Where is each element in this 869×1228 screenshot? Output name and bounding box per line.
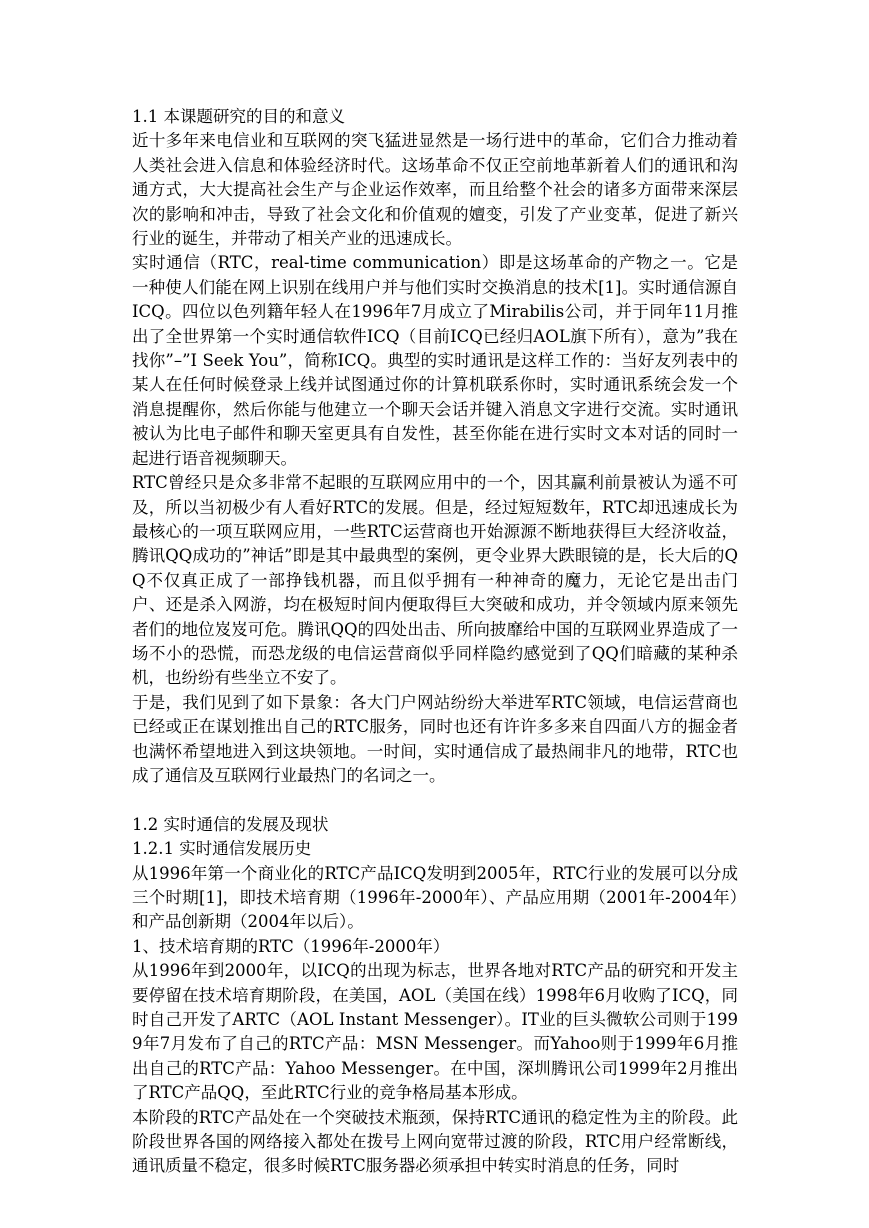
subsection-heading: 1.2.1 实时通信发展历史 xyxy=(132,839,312,859)
document-page xyxy=(132,105,738,1179)
section-heading: 1.1 本课题研究的目的和意义 xyxy=(132,107,345,126)
paragraph: 从1996年第一个商业化的RTC产品ICQ发明到2005年，RTC行业的发展可以分成三个时期[1]，即技术培育期（1996年-2000年）、产品应用期（2001年-2004年）和产品创新期（2004年以后）。 xyxy=(132,863,738,932)
paragraph: 实时通信（RTC，real-time communication）即是这场革命的产物之一。它是一种使人们能在网上识别在线用户并与他们实时交换消息的技术[1]。实时通信源自ICQ。四位以色列籍年轻人在1996年7月成立了Mirabilis公司，并于同年11月推出了全世界第一个实时通信软件ICQ（目前ICQ已经归AOL旗下所有），意为”我在找你”–”I Seek You”，简称ICQ。典型的实时通讯是这样工作的：当好友列表中的某人在任何时候登录上线并试图通过你的计算机联系你时，实时通讯系统会发一个消息提醒你，然后你能与他建立一个聊天会话并键入消息文字进行交流。实时通讯被认为比电子邮件和聊天室更具有自发性，甚至你能在进行实时文本对话的同时一起进行语音视频聊天。 xyxy=(132,253,738,468)
paragraph: 近十多年来电信业和互联网的突飞猛进显然是一场行进中的革命，它们合力推动着人类社会进入信息和体验经济时代。这场革命不仅正空前地革新着人们的通讯和沟通方式，大大提高社会生产与企业运作效率，而且给整个社会的诸多方面带来深层次的影响和冲击，导致了社会文化和价值观的嬗变，引发了产业变革，促进了新兴行业的诞生，并带动了相关产业的迅速成长。 xyxy=(132,131,738,249)
paragraph: 本阶段的RTC产品处在一个突破技术瓶颈，保持RTC通讯的稳定性为主的阶段。此阶段世界各国的网络接入都处在拨号上网向宽带过渡的阶段，RTC用户经常断线，通讯质量不稳定，很多时候RTC服务器必须承担中转实时消息的任务，同时 xyxy=(132,1107,738,1176)
blank-line xyxy=(132,788,738,812)
section-heading: 1.2 实时通信的发展及现状 xyxy=(132,814,329,834)
list-heading: 1、技术培育期的RTC（1996年-2000年） xyxy=(132,936,450,956)
paragraph: RTC曾经只是众多非常不起眼的互联网应用中的一个，因其赢利前景被认为遥不可及，所以当初极少有人看好RTC的发展。但是，经过短短数年，RTC却迅速成长为最核心的一项互联网应用，一些RTC运营商也开始源源不断地获得巨大经济收益，腾讯QQ成功的”神话”即是其中最典型的案例，更令业界大跌眼镜的是，长大后的QQ不仅真正成了一部挣钱机器，而且似乎拥有一种神奇的魔力，无论它是出击门户、还是杀入网游，均在极短时间内便取得巨大突破和成功，并令领域内原来领先者们的地位岌岌可危。腾讯QQ的四处出击、所向披靡给中国的互联网业界造成了一场不小的恐慌，而恐龙级的电信运营商似乎同样隐约感觉到了QQ们暗藏的某种杀机，也纷纷有些坐立不安了。 xyxy=(132,473,738,688)
paragraph: 从1996年到2000年，以ICQ的出现为标志，世界各地对RTC产品的研究和开发主要停留在技术培育期阶段，在美国，AOL（美国在线）1998年6月收购了ICQ，同时自己开发了ARTC（AOL Instant Messenger）。IT业的巨头微软公司则于1999年7月发布了自己的RTC产品：MSN Messenger。而Yahoo则于1999年6月推出自己的RTC产品：Yahoo Messenger。在中国，深圳腾讯公司1999年2月推出了RTC产品QQ，至此RTC行业的竞争格局基本形成。 xyxy=(132,961,738,1103)
paragraph: 于是，我们见到了如下景象：各大门户网站纷纷大举进军RTC领域，电信运营商也已经或正在谋划推出自己的RTC服务，同时也还有许许多多来自四面八方的掘金者也满怀希望地进入到这块领地。一时间，实时通信成了最热闹非凡的地带，RTC也成了通信及互联网行业最热门的名词之一。 xyxy=(132,692,738,785)
